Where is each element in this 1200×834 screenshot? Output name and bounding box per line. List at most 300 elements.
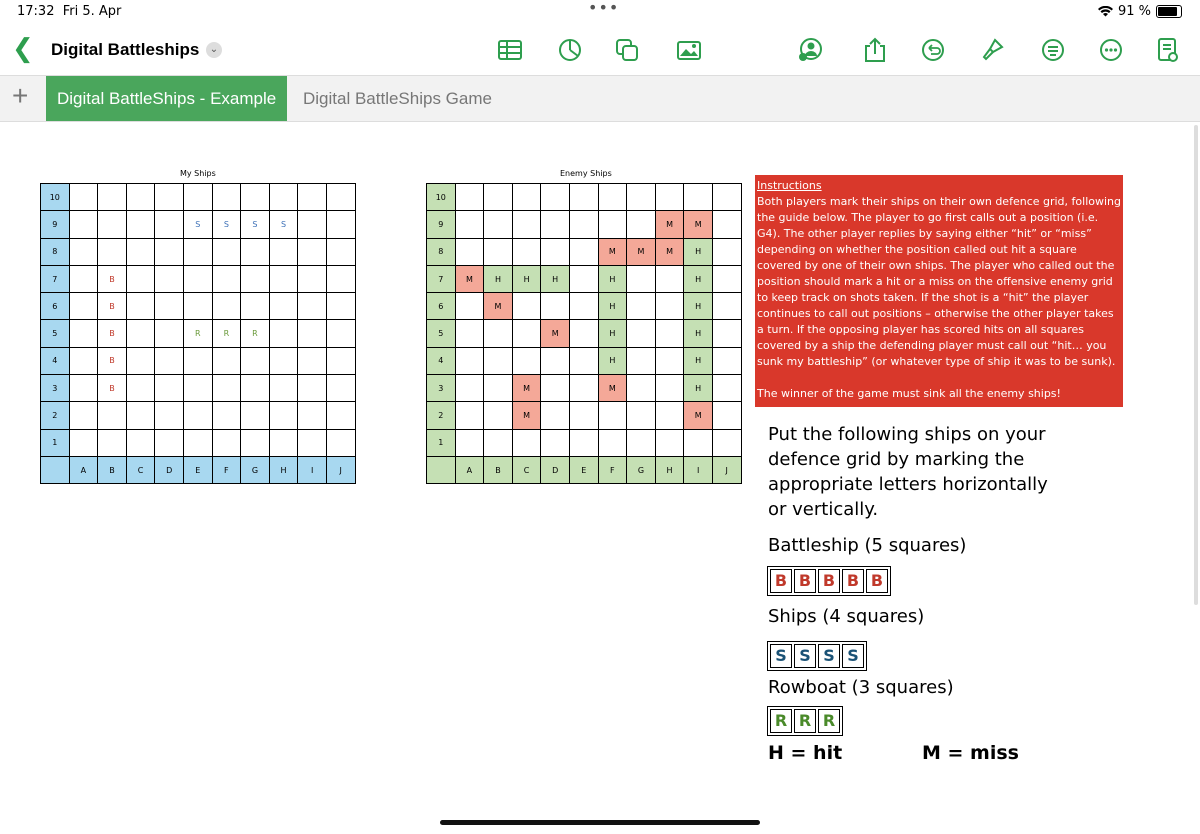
grid-cell[interactable] [541,293,570,320]
row-label: 6 [41,293,70,320]
grid-cell[interactable] [212,184,241,211]
grid-cell[interactable] [326,238,355,265]
grid-cell[interactable] [269,238,298,265]
grid-cell[interactable]: S [269,211,298,238]
grid-cell[interactable] [569,402,598,429]
grid-row [41,184,356,211]
chart-icon[interactable] [557,37,583,63]
grid-cell[interactable]: S [241,211,270,238]
grid-cell[interactable] [569,320,598,347]
grid-cell[interactable]: M [598,375,627,402]
grid-cell[interactable]: H [684,238,713,265]
grid-cell[interactable]: B [98,265,127,292]
row-label: 8 [427,238,456,265]
column-label: F [212,456,241,483]
grid-cell[interactable] [655,293,684,320]
shapes-icon[interactable] [614,37,640,63]
grid-cell[interactable] [512,347,541,374]
grid-cell[interactable] [69,375,98,402]
grid-cell[interactable] [298,402,327,429]
grid-cell[interactable] [484,320,513,347]
grid-cell[interactable]: M [455,265,484,292]
grid-cell[interactable] [326,211,355,238]
grid-cell[interactable] [326,402,355,429]
grid-cell[interactable] [655,429,684,456]
grid-cell[interactable]: B [98,347,127,374]
grid-cell[interactable]: R [212,320,241,347]
grid-cell[interactable] [484,429,513,456]
row-label: 1 [41,429,70,456]
grid-cell[interactable]: H [541,265,570,292]
battery-percent: 91 % [1117,4,1151,19]
grid-cell[interactable] [183,375,212,402]
column-label: F [598,456,627,483]
grid-cell[interactable] [712,402,741,429]
wifi-icon [1098,6,1113,17]
row-label: 9 [41,211,70,238]
grid-cell[interactable] [512,184,541,211]
grid-cell[interactable] [655,320,684,347]
grid-row [41,347,356,374]
grid-cell[interactable] [126,375,155,402]
grid-cell[interactable] [569,184,598,211]
grid-cell[interactable] [326,375,355,402]
grid-cell[interactable] [183,402,212,429]
grid-cell[interactable] [298,375,327,402]
row-label: 2 [41,402,70,429]
back-chevron-icon[interactable]: ❮ [12,34,34,64]
grid-cell[interactable]: M [512,402,541,429]
tab-game[interactable]: Digital BattleShips Game [303,89,492,108]
grid-cell[interactable] [712,293,741,320]
grid-cell[interactable] [484,375,513,402]
grid-cell[interactable]: H [598,347,627,374]
grid-cell[interactable] [98,429,127,456]
column-label: C [512,456,541,483]
grid-cell[interactable] [684,184,713,211]
grid-cell[interactable] [455,184,484,211]
ships-letter: S [770,644,792,668]
grid-cell[interactable] [541,375,570,402]
column-label: E [183,456,212,483]
column-label-row [41,456,356,483]
grid-cell[interactable] [512,238,541,265]
rowboat-letter: R [770,709,792,733]
grid-cell[interactable] [569,211,598,238]
grid-cell[interactable] [627,347,656,374]
grid-cell[interactable] [684,429,713,456]
grid-cell[interactable] [655,402,684,429]
ships-letters [767,641,867,671]
column-label: J [712,456,741,483]
more-options-icon[interactable] [1098,37,1124,63]
undo-icon[interactable] [920,37,946,63]
share-icon[interactable] [862,37,888,63]
grid-row [427,320,742,347]
row-label: 2 [427,402,456,429]
column-label: I [684,456,713,483]
ships-letter: S [818,644,840,668]
grid-cell[interactable] [155,347,184,374]
grid-cell[interactable] [484,184,513,211]
document-title[interactable]: Digital Battleships [51,40,200,59]
grid-cell[interactable] [126,429,155,456]
grid-cell[interactable] [712,429,741,456]
corner-cell [427,456,456,483]
grid-cell[interactable] [541,211,570,238]
grid-cell[interactable] [98,402,127,429]
column-label: A [455,456,484,483]
grid-cell[interactable]: B [98,293,127,320]
column-label-row [427,456,742,483]
grid-cell[interactable] [712,347,741,374]
grid-row [427,375,742,402]
grid-cell[interactable]: S [183,211,212,238]
grid-cell[interactable] [298,238,327,265]
grid-cell[interactable] [598,429,627,456]
grid-cell[interactable] [155,375,184,402]
column-label: J [326,456,355,483]
grid-cell[interactable] [212,402,241,429]
grid-cell[interactable] [712,238,741,265]
grid-cell[interactable]: B [98,375,127,402]
grid-cell[interactable] [69,402,98,429]
column-label: G [627,456,656,483]
grid-row [41,293,356,320]
grid-row [427,184,742,211]
grid-cell[interactable] [569,265,598,292]
grid-cell[interactable] [541,238,570,265]
row-label: 9 [427,211,456,238]
grid-row [41,211,356,238]
hit-legend: H = hit [768,742,843,764]
row-label: 8 [41,238,70,265]
grid-cell[interactable] [155,184,184,211]
grid-cell[interactable]: H [684,375,713,402]
grid-cell[interactable] [627,184,656,211]
grid-cell[interactable] [155,320,184,347]
grid-cell[interactable] [455,320,484,347]
grid-cell[interactable]: H [684,293,713,320]
grid-cell[interactable] [326,265,355,292]
grid-cell[interactable] [241,238,270,265]
grid-cell[interactable] [126,265,155,292]
grid-cell[interactable] [183,293,212,320]
grid-cell[interactable] [183,238,212,265]
miss-legend: M = miss [922,742,1019,764]
grid-cell[interactable] [569,347,598,374]
grid-cell[interactable] [183,347,212,374]
grid-cell[interactable] [212,238,241,265]
grid-cell[interactable] [269,375,298,402]
grid-cell[interactable] [155,238,184,265]
grid-cell[interactable] [598,211,627,238]
my-ships-grid [40,183,356,484]
grid-cell[interactable]: M [684,402,713,429]
grid-cell[interactable] [484,211,513,238]
grid-row [41,429,356,456]
guide-intro[interactable]: Put the following ships on your defence grid by marking the appropriate letters horizontally or vertically. [768,424,1048,520]
enemy-ships-grid [426,183,742,484]
column-label: A [69,456,98,483]
grid-cell[interactable] [269,320,298,347]
column-label: G [241,456,270,483]
media-icon[interactable] [676,37,702,63]
grid-cell[interactable] [241,402,270,429]
instructions-box[interactable] [755,175,1123,407]
grid-cell[interactable] [512,320,541,347]
grid-cell[interactable] [712,211,741,238]
column-label: D [155,456,184,483]
battleship-letters [767,566,891,596]
grid-row [427,347,742,374]
status-bar [0,0,1200,24]
add-sheet-plus-icon[interactable]: + [12,80,29,111]
grid-cell[interactable] [569,238,598,265]
grid-cell[interactable] [126,320,155,347]
grid-cell[interactable] [155,293,184,320]
grid-cell[interactable]: H [684,347,713,374]
row-label: 10 [427,184,456,211]
grid-cell[interactable] [455,211,484,238]
grid-cell[interactable] [69,238,98,265]
row-label: 4 [41,347,70,374]
grid-row [427,429,742,456]
grid-cell[interactable]: M [598,238,627,265]
grid-cell[interactable] [269,293,298,320]
grid-cell[interactable] [298,211,327,238]
grid-cell[interactable] [326,429,355,456]
grid-row [41,265,356,292]
grid-cell[interactable] [126,211,155,238]
grid-cell[interactable]: S [212,211,241,238]
grid-cell[interactable] [183,429,212,456]
grid-cell[interactable]: M [627,238,656,265]
battleship-label: Battleship (5 squares) [768,535,967,556]
grid-cell[interactable]: H [598,293,627,320]
format-menu-icon[interactable] [1040,37,1066,63]
instructions-winner: The winner of the game must sink all the enemy ships! [757,387,1061,400]
grid-row [427,238,742,265]
grid-cell[interactable] [241,265,270,292]
column-label: H [269,456,298,483]
grid-cell[interactable] [126,184,155,211]
grid-cell[interactable]: H [512,265,541,292]
grid-cell[interactable] [655,265,684,292]
grid-cell[interactable] [298,320,327,347]
title-menu-chevron-icon[interactable]: ⌄ [206,42,222,58]
grid-cell[interactable]: R [183,320,212,347]
ships-letter: S [794,644,816,668]
grid-cell[interactable] [455,347,484,374]
battleship-letter: B [866,569,888,593]
grid-cell[interactable] [512,293,541,320]
grid-cell[interactable] [126,293,155,320]
grid-cell[interactable] [326,293,355,320]
grid-cell[interactable] [269,347,298,374]
row-label: 7 [41,265,70,292]
grid-cell[interactable]: B [98,320,127,347]
grid-cell[interactable] [298,293,327,320]
grid-cell[interactable] [155,402,184,429]
battleship-letter: B [794,569,816,593]
grid-cell[interactable] [269,402,298,429]
grid-cell[interactable]: M [484,293,513,320]
grid-cell[interactable] [655,375,684,402]
grid-cell[interactable] [241,293,270,320]
grid-cell[interactable] [455,293,484,320]
grid-cell[interactable]: H [684,320,713,347]
grid-cell[interactable] [126,238,155,265]
grid-cell[interactable] [627,429,656,456]
grid-cell[interactable] [455,238,484,265]
grid-cell[interactable] [541,184,570,211]
grid-cell[interactable] [569,429,598,456]
collaborate-icon[interactable] [797,37,823,63]
grid-cell[interactable] [627,211,656,238]
grid-cell[interactable]: H [484,265,513,292]
grid-cell[interactable] [241,347,270,374]
row-label: 3 [427,375,456,402]
grid-cell[interactable] [126,347,155,374]
grid-cell[interactable] [627,265,656,292]
instructions-title: Instructions [757,179,822,192]
battleship-letter: B [842,569,864,593]
grid-cell[interactable] [183,265,212,292]
grid-cell[interactable] [627,375,656,402]
grid-cell[interactable] [155,429,184,456]
grid-cell[interactable] [212,429,241,456]
grid-cell[interactable] [455,429,484,456]
rowboat-letters [767,706,843,736]
grid-cell[interactable] [241,184,270,211]
grid-cell[interactable] [326,320,355,347]
grid-cell[interactable] [69,265,98,292]
row-label: 7 [427,265,456,292]
home-indicator[interactable] [440,820,760,825]
grid-cell[interactable] [69,211,98,238]
status-time: 17:32 Fri 5. Apr [17,4,122,19]
grid-cell[interactable] [298,265,327,292]
grid-cell[interactable]: H [598,265,627,292]
grid-cell[interactable] [712,375,741,402]
grid-cell[interactable] [269,429,298,456]
grid-cell[interactable] [298,184,327,211]
grid-cell[interactable] [212,375,241,402]
grid-cell[interactable] [326,347,355,374]
grid-cell[interactable] [712,184,741,211]
grid-cell[interactable] [241,375,270,402]
grid-cell[interactable] [69,429,98,456]
grid-cell[interactable] [298,347,327,374]
grid-cell[interactable] [183,184,212,211]
grid-cell[interactable] [627,320,656,347]
grid-cell[interactable] [155,211,184,238]
table-icon[interactable] [497,37,523,63]
format-brush-icon[interactable] [979,37,1005,63]
grid-cell[interactable]: H [684,265,713,292]
grid-cell[interactable]: H [598,320,627,347]
grid-cell[interactable] [212,293,241,320]
grid-cell[interactable] [455,375,484,402]
grid-cell[interactable] [98,238,127,265]
grid-cell[interactable] [712,320,741,347]
grid-cell[interactable] [627,293,656,320]
battery-icon [1156,5,1182,18]
grid-cell[interactable] [69,293,98,320]
grid-cell[interactable] [712,265,741,292]
toolbar [0,24,1200,74]
my-ships-title: My Ships [180,169,216,178]
multitasking-dots[interactable]: ••• [588,0,620,17]
grid-cell[interactable] [484,347,513,374]
grid-cell[interactable] [655,184,684,211]
grid-cell[interactable] [484,402,513,429]
row-label: 5 [41,320,70,347]
grid-row [41,238,356,265]
grid-cell[interactable] [298,429,327,456]
grid-cell[interactable]: M [655,211,684,238]
grid-cell[interactable] [484,238,513,265]
grid-cell[interactable]: R [241,320,270,347]
column-label: H [655,456,684,483]
grid-cell[interactable] [69,320,98,347]
grid-cell[interactable] [627,402,656,429]
document-settings-icon[interactable] [1155,37,1181,63]
grid-cell[interactable] [212,347,241,374]
grid-cell[interactable]: M [655,238,684,265]
grid-cell[interactable] [512,211,541,238]
column-label: C [126,456,155,483]
grid-cell[interactable] [98,184,127,211]
grid-cell[interactable] [155,265,184,292]
grid-cell[interactable] [541,347,570,374]
grid-cell[interactable] [69,347,98,374]
column-label: D [541,456,570,483]
grid-cell[interactable] [212,265,241,292]
grid-cell[interactable] [69,184,98,211]
grid-cell[interactable] [126,402,155,429]
grid-cell[interactable] [455,402,484,429]
row-label: 3 [41,375,70,402]
grid-cell[interactable]: M [541,320,570,347]
grid-cell[interactable] [541,402,570,429]
grid-cell[interactable]: M [684,211,713,238]
grid-cell[interactable] [569,375,598,402]
grid-cell[interactable] [541,429,570,456]
grid-cell[interactable] [512,429,541,456]
row-label: 6 [427,293,456,320]
vertical-scrollbar[interactable] [1194,125,1198,605]
grid-cell[interactable] [241,429,270,456]
enemy-ships-title: Enemy Ships [560,169,612,178]
grid-cell[interactable] [569,293,598,320]
grid-cell[interactable] [655,347,684,374]
grid-cell[interactable] [269,265,298,292]
tab-example[interactable]: Digital BattleShips - Example [46,76,287,121]
rowboat-letter: R [818,709,840,733]
grid-cell[interactable] [269,184,298,211]
grid-row [41,402,356,429]
column-label: I [298,456,327,483]
grid-cell[interactable] [598,184,627,211]
ships-letter: S [842,644,864,668]
grid-cell[interactable]: M [512,375,541,402]
grid-cell[interactable] [98,211,127,238]
grid-cell[interactable] [326,184,355,211]
grid-cell[interactable] [598,402,627,429]
row-label: 5 [427,320,456,347]
